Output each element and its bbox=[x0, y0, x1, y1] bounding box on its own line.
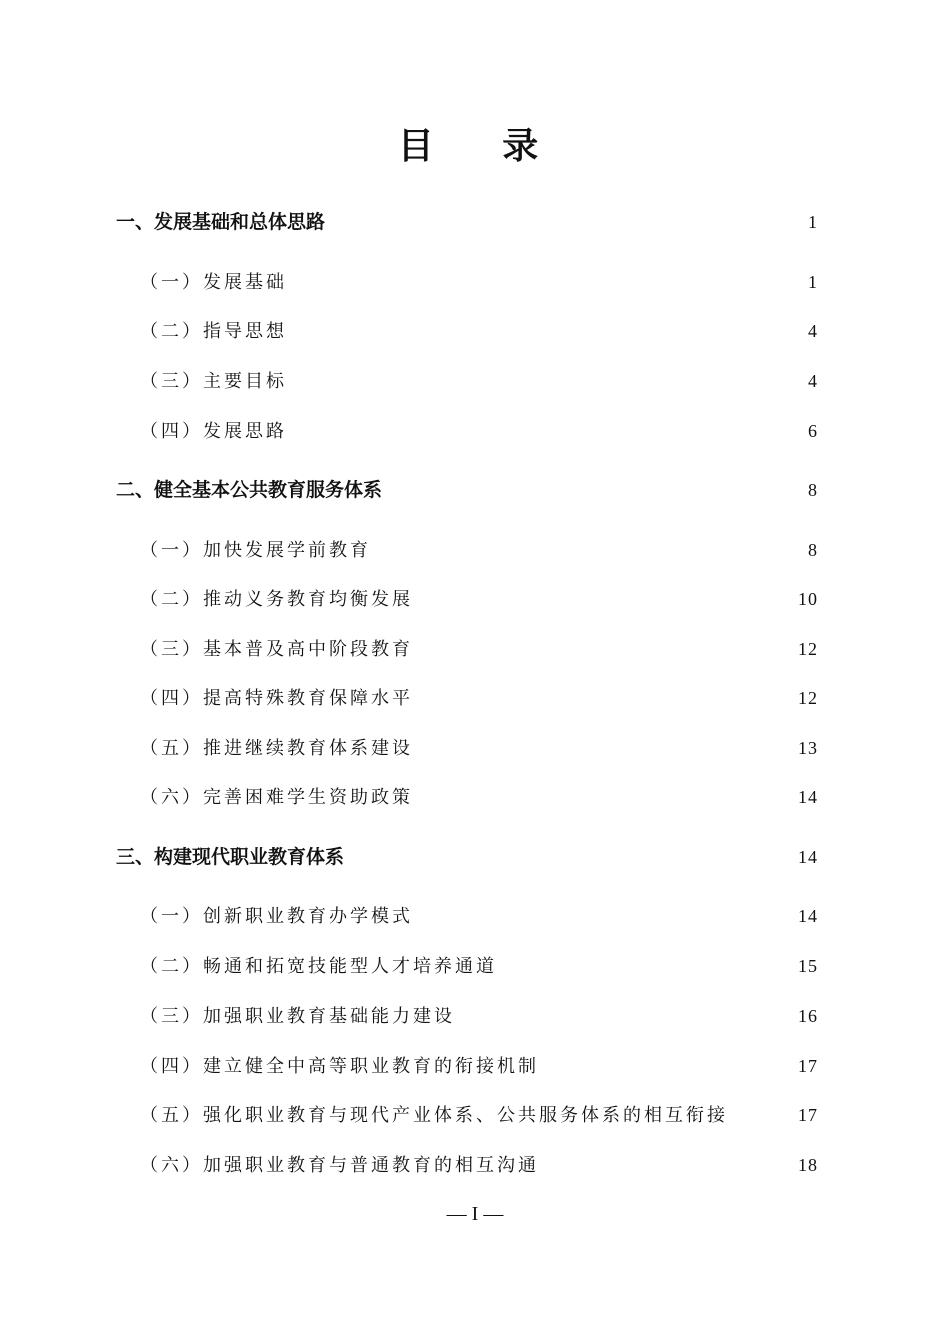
toc-page-number: 13 bbox=[798, 738, 818, 758]
toc-entry[interactable] bbox=[140, 582, 818, 616]
toc-entry[interactable] bbox=[140, 414, 818, 448]
toc-page-number: 17 bbox=[798, 1056, 818, 1076]
toc-entry-label: 二、健全基本公共教育服务体系 bbox=[116, 479, 383, 501]
toc-entry[interactable] bbox=[140, 533, 818, 567]
toc-entry-label: （五）推进继续教育体系建设 bbox=[140, 738, 413, 759]
toc-page-number: 4 bbox=[808, 371, 818, 391]
toc-entry-label: （二）推动义务教育均衡发展 bbox=[140, 589, 413, 610]
toc-page-number: 1 bbox=[808, 272, 818, 292]
toc-entry[interactable] bbox=[140, 1098, 818, 1132]
toc-entry-label: （五）强化职业教育与现代产业体系、公共服务体系的相互衔接 bbox=[140, 1105, 728, 1126]
toc-entry-label: （一）发展基础 bbox=[140, 272, 287, 293]
toc-page-number: 16 bbox=[798, 1006, 818, 1026]
toc-entry-label: 三、构建现代职业教育体系 bbox=[116, 846, 345, 868]
toc-entry-label: （三）主要目标 bbox=[140, 371, 287, 392]
toc-entry[interactable] bbox=[140, 1049, 818, 1083]
toc-page-number: 12 bbox=[798, 639, 818, 659]
toc-entry-label: （二）畅通和拓宽技能型人才培养通道 bbox=[140, 956, 497, 977]
page-footer-number: — I — bbox=[446, 1203, 504, 1225]
toc-entry[interactable] bbox=[140, 632, 818, 666]
toc-entry-label: （六）加强职业教育与普通教育的相互沟通 bbox=[140, 1155, 539, 1176]
toc-page-number: 8 bbox=[808, 480, 818, 500]
toc-entry-label: （四）发展思路 bbox=[140, 421, 287, 442]
toc-page-number: 12 bbox=[798, 688, 818, 708]
toc-page-number: 17 bbox=[798, 1105, 818, 1125]
toc-page-number: 14 bbox=[798, 906, 818, 926]
toc-page-number: 14 bbox=[798, 787, 818, 807]
toc-entry[interactable] bbox=[140, 731, 818, 765]
toc-entry-label: （二）指导思想 bbox=[140, 321, 287, 342]
toc-entry[interactable] bbox=[140, 1148, 818, 1182]
toc-entry-label: （四）提高特殊教育保障水平 bbox=[140, 688, 413, 709]
toc-page-number: 1 bbox=[808, 212, 818, 232]
toc-entry[interactable] bbox=[140, 265, 818, 299]
toc-page-number: 4 bbox=[808, 321, 818, 341]
toc-entry-label: （一）创新职业教育办学模式 bbox=[140, 906, 413, 927]
toc-page-number: 6 bbox=[808, 421, 818, 441]
toc-entry-label: （三）加强职业教育基础能力建设 bbox=[140, 1006, 455, 1027]
toc-page-number: 14 bbox=[798, 847, 818, 867]
toc-entry[interactable] bbox=[140, 899, 818, 933]
page-title: 目 录 bbox=[397, 126, 567, 167]
toc-entry[interactable] bbox=[116, 840, 818, 874]
toc-entry[interactable] bbox=[116, 473, 818, 507]
toc-page-number: 10 bbox=[798, 589, 818, 609]
toc-entry-label: （三）基本普及高中阶段教育 bbox=[140, 639, 413, 660]
toc-entry[interactable] bbox=[140, 314, 818, 348]
toc-page-number: 8 bbox=[808, 540, 818, 560]
toc-page-number: 15 bbox=[798, 956, 818, 976]
toc-entry-label: （四）建立健全中高等职业教育的衔接机制 bbox=[140, 1056, 539, 1077]
toc-entry[interactable] bbox=[140, 999, 818, 1033]
toc-entry[interactable] bbox=[140, 780, 818, 814]
toc-page-number: 18 bbox=[798, 1155, 818, 1175]
toc-entry-label: （六）完善困难学生资助政策 bbox=[140, 787, 413, 808]
toc-entry[interactable] bbox=[140, 364, 818, 398]
toc-entry[interactable] bbox=[140, 949, 818, 983]
toc-entry-label: 一、发展基础和总体思路 bbox=[116, 211, 326, 233]
toc-entry[interactable] bbox=[140, 681, 818, 715]
toc-entry[interactable] bbox=[116, 205, 818, 239]
toc-entry-label: （一）加快发展学前教育 bbox=[140, 540, 371, 561]
